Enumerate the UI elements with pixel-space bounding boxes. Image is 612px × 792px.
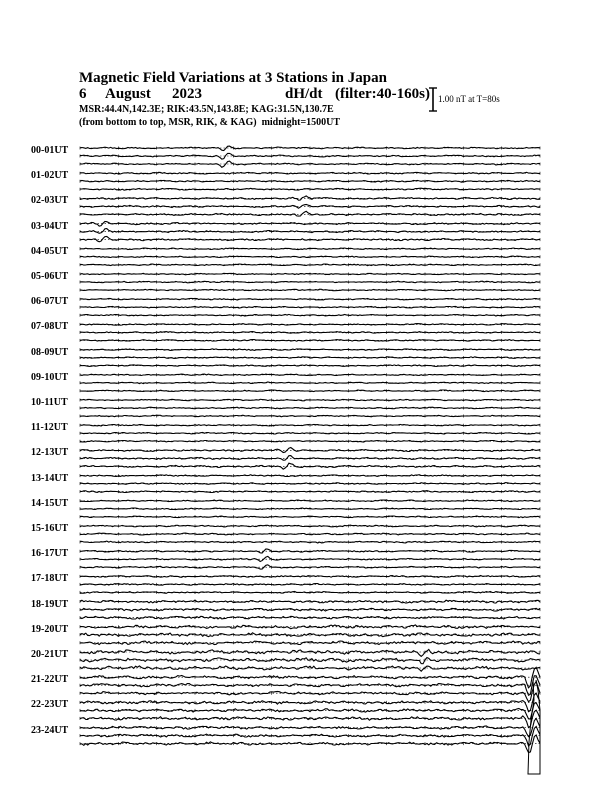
- hour-label: 13-14UT: [31, 472, 69, 484]
- hour-label: 07-08UT: [31, 321, 69, 333]
- date-month: August: [105, 86, 151, 102]
- hour-label: 11-12UT: [31, 422, 68, 434]
- hour-label: 01-02UT: [31, 170, 69, 182]
- hour-label: 23-24UT: [31, 724, 69, 736]
- date-year: 2023: [172, 86, 202, 102]
- hour-label: 10-11UT: [31, 397, 68, 408]
- hour-label: 15-16UT: [31, 523, 69, 534]
- hour-label: 20-21UT: [31, 649, 69, 660]
- hour-label: 19-20UT: [31, 623, 69, 635]
- stations-coordinates: MSR:44.4N,142.3E; RIK:43.5N,143.8E; KAG:31.5N,130.7E: [79, 104, 334, 115]
- hour-label: 05-06UT: [31, 271, 69, 282]
- hour-label: 06-07UT: [31, 296, 69, 308]
- trace-msr: [80, 161, 540, 167]
- quantity-label: dH/dt: [285, 86, 323, 102]
- scale-label: 1.00 nT at T=80s: [438, 94, 500, 104]
- chart-title: Magnetic Field Variations at 3 Stations in Japan: [79, 70, 387, 86]
- trace-msr: [80, 463, 540, 469]
- filter-label: (filter:40-160s): [335, 86, 430, 102]
- hour-label: 18-19UT: [31, 598, 69, 610]
- trace-kag: [80, 718, 540, 736]
- hour-label: 00-01UT: [31, 145, 69, 156]
- hour-label: 21-22UT: [31, 674, 69, 686]
- hour-label: 22-23UT: [31, 699, 69, 711]
- hour-label: 03-04UT: [31, 220, 69, 232]
- hour-label: 04-05UT: [31, 245, 69, 257]
- hour-label: 16-17UT: [31, 548, 69, 560]
- trace-rik: [80, 556, 540, 561]
- hour-label: 09-10UT: [31, 371, 69, 383]
- hour-label: 12-13UT: [31, 447, 69, 459]
- trace-rik: [80, 153, 540, 159]
- hour-label: 14-15UT: [31, 497, 69, 509]
- trace-rik: [80, 703, 540, 719]
- date-day: 6: [79, 86, 87, 102]
- midnight-note: midnight=1500UT: [261, 117, 341, 128]
- station-order: (from bottom to top, MSR, RIK, & KAG): [79, 117, 257, 128]
- hour-label: 08-09UT: [31, 346, 69, 358]
- hour-label: 17-18UT: [31, 573, 69, 585]
- hour-label: 02-03UT: [31, 195, 69, 207]
